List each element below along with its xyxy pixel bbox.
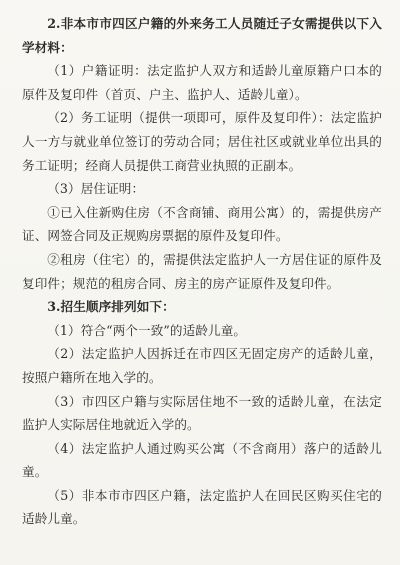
admission-order-item-5: （5）非本市市四区户籍，法定监护人在回民区购买住宅的适龄儿童。 xyxy=(22,487,382,527)
admission-order-item-1: （1）符合“两个一致”的适龄儿童。 xyxy=(47,322,247,338)
admission-order-item-4: （4）法定监护人通过购买公寓（不含商用）落户的适龄儿童。 xyxy=(22,440,382,480)
household-registration-item: （1）户籍证明：法定监护人双方和适龄儿童原籍户口本的原件及复印件（首页、户主、监护人、适龄儿童）。 xyxy=(22,63,382,102)
section-2-heading: 2.非本市市四区户籍的外来务工人员随迁子女需提供以下入学材料： xyxy=(22,16,382,55)
residence-proof-item: （3）居住证明： xyxy=(47,181,145,197)
admission-order-item-2: （2）法定监护人因拆迁在市四区无固定房产的适龄儿童，按照户籍所在地入学的。 xyxy=(22,346,382,385)
section-3-heading: 3.招生顺序排列如下： xyxy=(47,299,175,315)
employment-proof-item: （2）务工证明（提供一项即可，原件及复印件）：法定监护人一方与就业单位签订的劳动合同；居住社区或就业单位出具的务工证明；经商人员提供工商营业执照的正副本。 xyxy=(22,110,382,173)
rental-home-subitem: ②租房（住宅）的，需提供法定监护人一方居住证的原件及复印件；规范的租房合同、房主的房产证原件及复印件。 xyxy=(22,251,382,291)
purchased-home-subitem: ①已入住新购住房（不含商铺、商用公寓）的，需提供房产证、网签合同及正规购房票据的原件及复印件。 xyxy=(22,204,382,244)
admission-order-item-3: （3）市四区户籍与实际居住地不一致的适龄儿童，在法定监护人实际居住地就近入学的。 xyxy=(22,393,382,433)
